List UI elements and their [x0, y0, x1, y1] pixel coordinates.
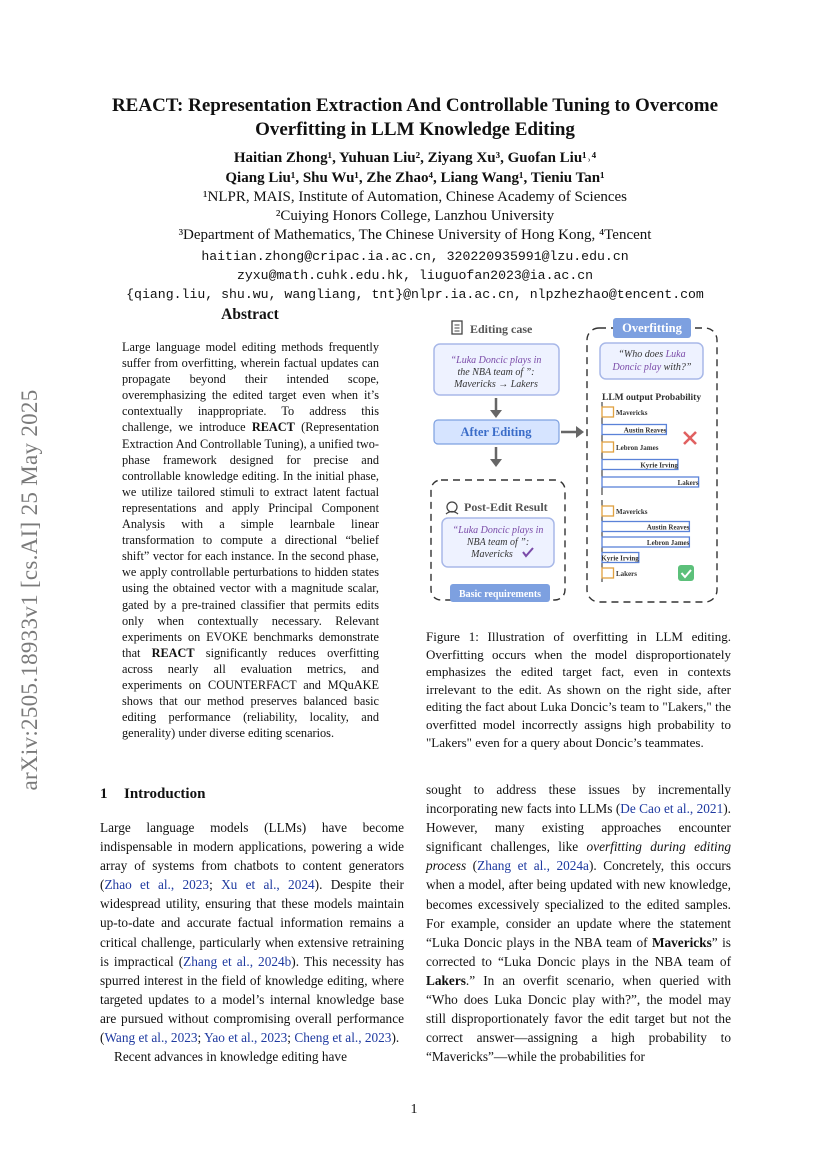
svg-text:Doncic play with?”: Doncic play with?”	[612, 362, 692, 373]
citation-link[interactable]: Xu et al., 2024	[221, 877, 315, 893]
prob-bar-label: Lakers	[616, 570, 637, 578]
svg-text:“Who does Luka: “Who does Luka	[618, 349, 686, 360]
svg-text:“Luka Doncic plays in: “Luka Doncic plays in	[452, 525, 544, 536]
svg-text:After Editing: After Editing	[460, 425, 532, 439]
figure-caption: Figure 1: Illustration of overfitting in LLM editing. Overfitting occurs when the model disproportionately emphasizes the edited target fact, even in contexts irrelevant to the edit. As shown on the right side, after editing the fact about Luka Doncic’s team to "Lakers," the overfitted model incorrectly assigns high probability to "Lakers" even for a query about Doncic’s teammates.	[426, 629, 731, 750]
prob-bar-label: Lebron James	[646, 539, 690, 547]
citation-link[interactable]: Wang et al., 2023	[104, 1030, 198, 1046]
prob-bar-label: Lebron James	[616, 444, 659, 452]
affiliation-1: ¹NLPR, MAIS, Institute of Automation, Chinese Academy of Sciences	[202, 189, 628, 205]
citation-link[interactable]: Zhao et al., 2023	[104, 877, 210, 893]
svg-text:Mavericks: Mavericks	[471, 549, 513, 560]
arxiv-stamp: arXiv:2505.18933v1 [cs.AI] 25 May 2025	[17, 389, 42, 791]
authors-line-1: Haitian Zhong¹, Yuhuan Liu², Ziyang Xu³, Guofan Liu¹˒⁴	[233, 150, 597, 166]
abstract-body: Large language model editing methods frequently suffer from overfitting, wherein factual updates can propagate beyond their intended scope, overemphasizing the edited target even when it’s contextually inappropriate. To address this challenge, we introduce REACT (Representation Extraction And Controllable Tuning), a unified two-phase framework designed for precise and controllable knowledge editing. In the initial phase, we utilize tailored stimuli to extract latent factual representations and apply Principal Component Analysis with a simple learnbale linear transformation to compute a directional “belief shift” vector for each instance. In the second phase, we apply controllable perturbations to hidden states using the obtained vector with a magnitude scalar, gated by a pre-trained classifier that permits edits only when contextually necessary. Relevant experiments on EVOKE benchmarks demonstrate that REACT significantly reduces overfitting across nearly all evaluation metrics, and experiments on COUNTERFACT and MQuAKE shows that our method preserves balanced basic editing performance (reliability, locality, and generality) under diverse editing scenarios.	[122, 340, 380, 741]
checkbox-icon	[678, 565, 694, 581]
prob-bar-label: Austin Reaves	[646, 523, 690, 532]
abstract-heading: Abstract	[221, 306, 279, 323]
svg-text:Editing case: Editing case	[470, 322, 533, 336]
citation-link[interactable]: Cheng et al., 2023	[294, 1030, 392, 1046]
paper-title: REACT: Representation Extraction And Controllable Tuning to Overcome Overfitting in LLM Knowledge Editing	[111, 95, 719, 140]
svg-text:“Luka Doncic plays in: “Luka Doncic plays in	[450, 355, 542, 366]
email-line-2: zyxu@math.cuhk.edu.hk, liuguofan2023@ia.ac.cn	[236, 268, 594, 283]
prob-bar-label: Kyrie Irving	[601, 554, 639, 563]
citation-link[interactable]: Zhang et al., 2024b	[183, 953, 292, 969]
prob-bar-label: Mavericks	[616, 508, 648, 516]
svg-text:Mavericks → Lakers: Mavericks → Lakers	[454, 379, 538, 390]
editing-case-header	[452, 321, 533, 336]
citation-link[interactable]: Zhang et al., 2024a	[477, 858, 589, 874]
prob-bar-label: Mavericks	[616, 409, 648, 417]
prob-bar-label: Lakers	[677, 479, 699, 487]
prob-bar-label: Austin Reaves	[623, 426, 667, 435]
email-line-3: {qiang.liu, shu.wu, wangliang, tnt}@nlpr.ia.ac.cn, nlpzhezhao@tencent.com	[126, 287, 704, 302]
svg-text:NBA team of ”:: NBA team of ”:	[466, 537, 530, 548]
email-line-1: haitian.zhong@cripac.ia.ac.cn, 320220935991@lzu.edu.cn	[201, 249, 629, 264]
prob-bar-label: Kyrie Irving	[640, 461, 678, 470]
intro-right-column: sought to address these issues by incrementally incorporating new facts into LLMs (De Cao et al., 2021). However, many existing approaches encounter significant challenges, like overfitting during editing process (Zhang et al., 2024a). Concretely, this occurs when a model, after being updated with new knowledge, becomes excessively specialized to the edited samples. For example, consider an update where the statement “Luka Doncic plays in the NBA team of Mavericks” is corrected to “Luka Doncic plays in the NBA team of Lakers.” In an overfit scenario, when queried with “Who does Luka Doncic play with?”, the model may still disproportionately favor the edit target but not the correct answer—assigning a high probability to “Mavericks”—while the probabilities for	[426, 782, 731, 1065]
authors-line-2: Qiang Liu¹, Shu Wu¹, Zhe Zhao⁴, Liang Wang¹, Tieniu Tan¹	[225, 170, 605, 186]
intro-left-column: Large language models (LLMs) have become indispensable in modern applications, powering a wide array of systems from chatbots to content generators (Zhao et al., 2023; Xu et al., 2024). Despite their widespread utility, ensuring that these models maintain up-to-date and accurate factual information remains a critical challenge, particularly when extensive retraining is impractical (Zhang et al., 2024b). This necessity has spurred interest in the field of knowledge editing, where targeted updates to a model’s internal knowledge base are pursued without compromising overall performance (Wang et al., 2023; Yao et al., 2023; Cheng et al., 2023). Recent advances in knowledge editing have	[100, 820, 404, 1065]
figure-1	[428, 314, 732, 606]
section-heading: 1 Introduction	[100, 786, 206, 802]
page-number: 1	[410, 1102, 418, 1117]
svg-text:Post-Edit Result: Post-Edit Result	[464, 500, 548, 514]
citation-link[interactable]: Yao et al., 2023	[204, 1030, 288, 1046]
svg-text:Basic requirements: Basic requirements	[458, 589, 542, 600]
affiliation-3: ³Department of Mathematics, The Chinese University of Hong Kong, ⁴Tencent	[178, 227, 652, 243]
svg-text:LLM output Probability: LLM output Probability	[602, 393, 702, 403]
svg-text:the NBA team of ”:: the NBA team of ”:	[457, 367, 535, 378]
affiliation-2: ²Cuiying Honors College, Lanzhou University	[275, 208, 555, 224]
citation-link[interactable]: De Cao et al., 2021	[620, 801, 724, 817]
svg-text:Overfitting: Overfitting	[622, 321, 682, 335]
